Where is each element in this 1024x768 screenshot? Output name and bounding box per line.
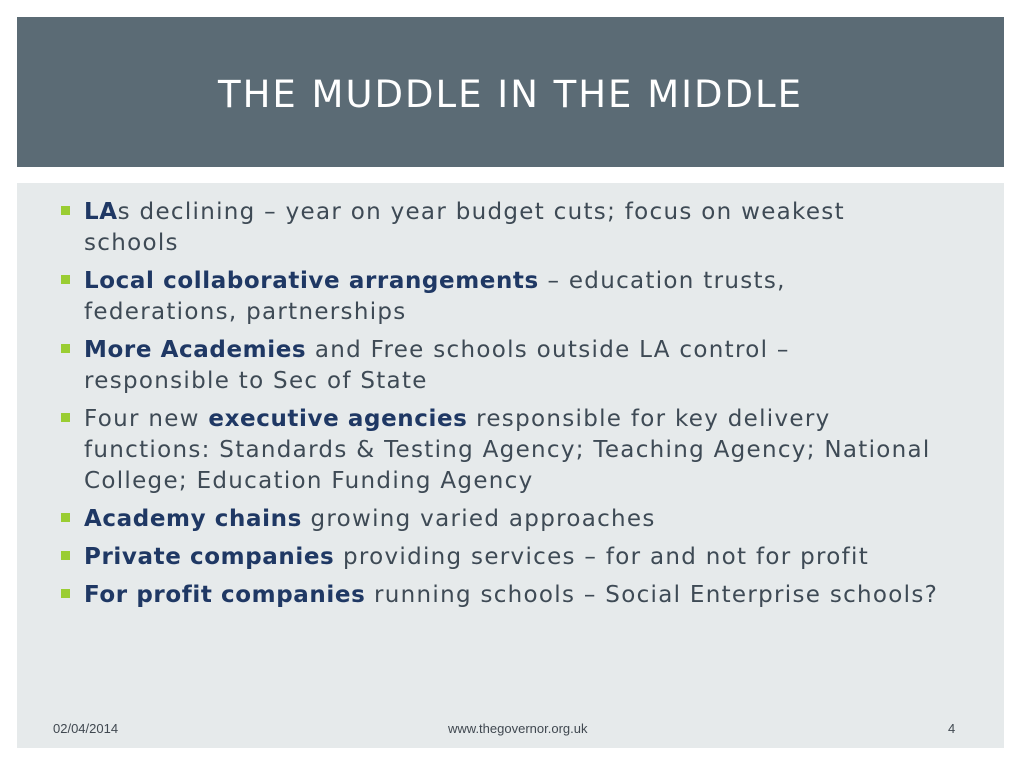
bullet-bold: Academy chains bbox=[84, 506, 302, 532]
bullet-rest: – education trusts, federations, partnerships bbox=[84, 268, 786, 325]
bullet-pre: Four new bbox=[84, 406, 209, 432]
bullet-rest: s declining – year on year budget cuts; focus on weakest schools bbox=[84, 199, 845, 256]
bullet-rest: running schools – Social Enterprise schools? bbox=[365, 582, 939, 608]
bullet-list bbox=[61, 197, 941, 618]
footer-website: www.thegovernor.org.uk bbox=[448, 721, 588, 736]
title-band bbox=[17, 17, 1004, 167]
bullet-bold: Private companies bbox=[84, 544, 335, 570]
bullet-square-icon bbox=[61, 344, 70, 353]
bullet-square-icon bbox=[61, 589, 70, 598]
bullet-item-4 bbox=[61, 404, 941, 497]
bullet-item-1 bbox=[61, 197, 941, 259]
bullet-square-icon bbox=[61, 551, 70, 560]
bullet-rest: growing varied approaches bbox=[301, 506, 656, 532]
bullet-bold: LA bbox=[84, 199, 118, 225]
bullet-rest: providing services – for and not for profit bbox=[334, 544, 870, 570]
bullet-item-7 bbox=[61, 580, 941, 611]
slide-title: THE MUDDLE IN THE MIDDLE bbox=[217, 72, 804, 116]
bullet-bold: Local collaborative arrangements bbox=[84, 268, 539, 294]
bullet-square-icon bbox=[61, 513, 70, 522]
footer-page-number: 4 bbox=[948, 721, 956, 736]
bullet-rest: and Free schools outside LA control – responsible to Sec of State bbox=[84, 337, 790, 394]
bullet-item-2 bbox=[61, 266, 941, 328]
bullet-square-icon bbox=[61, 275, 70, 284]
bullet-bold: For profit companies bbox=[84, 582, 366, 608]
bullet-item-5 bbox=[61, 504, 941, 535]
content-area bbox=[17, 183, 1004, 748]
bullet-item-6 bbox=[61, 542, 941, 573]
bullet-bold: More Academies bbox=[84, 337, 307, 363]
footer-date: 02/04/2014 bbox=[53, 721, 119, 736]
bullet-item-3 bbox=[61, 335, 941, 397]
bullet-bold: executive agencies bbox=[208, 406, 468, 432]
bullet-square-icon bbox=[61, 206, 70, 215]
bullet-rest: responsible for key delivery functions: Standards & Testing Agency; Teaching Agency; National College; Education Funding Agency bbox=[84, 406, 931, 494]
bullet-square-icon bbox=[61, 413, 70, 422]
